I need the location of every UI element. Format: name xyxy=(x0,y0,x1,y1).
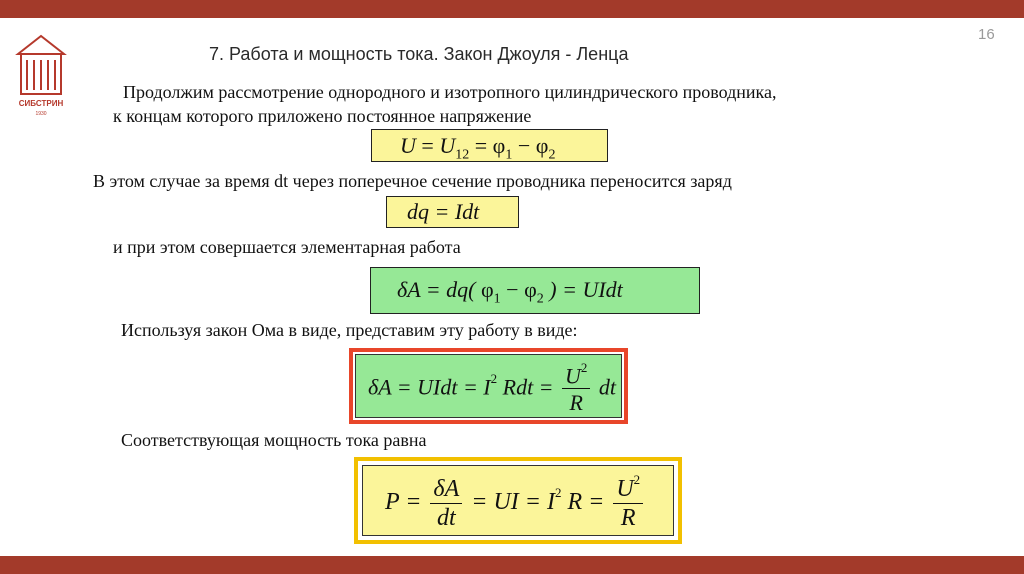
svg-text:СИБСТРИН: СИБСТРИН xyxy=(18,99,64,108)
paragraph-4: Используя закон Ома в виде, представим эту работу в виде: xyxy=(121,320,578,340)
formula-power-frame xyxy=(354,457,682,544)
formula-joule: δA = UIdt = $I^2$ Rdt = $\frac{U^2}{R}$ dt xyxy=(368,360,617,416)
formula-charge-box xyxy=(386,196,519,228)
top-bar xyxy=(0,0,1024,18)
formula-joule-frame xyxy=(349,348,628,424)
university-logo xyxy=(13,30,69,118)
paragraph-1-line-2: к концам которого приложено постоянное напряжение xyxy=(113,106,532,126)
paragraph-2: В этом случае за время dt через поперечное сечение проводника переносится заряд xyxy=(93,171,732,191)
formula-power-box xyxy=(362,465,674,536)
slide-title: 7. Работа и мощность тока. Закон Джоуля - Ленца xyxy=(209,44,629,64)
formula-voltage-box xyxy=(371,129,608,162)
bottom-bar xyxy=(0,556,1024,574)
formula-voltage: $U = U_{12} = \varphi_1 - \varphi_2$ xyxy=(400,133,556,163)
paragraph-5: Соответствующая мощность тока равна xyxy=(121,430,427,450)
paragraph-1-line-1: Продолжим рассмотрение однородного и изотропного цилиндрического проводника, xyxy=(123,82,777,102)
svg-text:1930: 1930 xyxy=(35,111,47,117)
formula-joule-box xyxy=(355,354,622,418)
slide-number: 16 xyxy=(978,26,995,43)
fraction-u2-over-r-power: $\frac{U^2}{R}$ xyxy=(613,476,643,531)
paragraph-3: и при этом совершается элементарная работа xyxy=(113,237,461,257)
formula-work-box xyxy=(370,267,700,314)
fraction-u2-over-r: $\frac{U^2}{R}$ xyxy=(562,364,590,415)
formula-charge: dq = Idt xyxy=(407,199,480,224)
formula-work: δA = dq( $\varphi_1 - \varphi_2$ ) = UIdt xyxy=(397,277,623,307)
fraction-dA-over-dt: $\frac{\delta A}{dt}$ xyxy=(430,477,462,531)
formula-power: P = $\frac{\delta A}{dt}$ = UI = $I^2$ R = $\frac{U^2}{R}$ xyxy=(385,476,646,531)
